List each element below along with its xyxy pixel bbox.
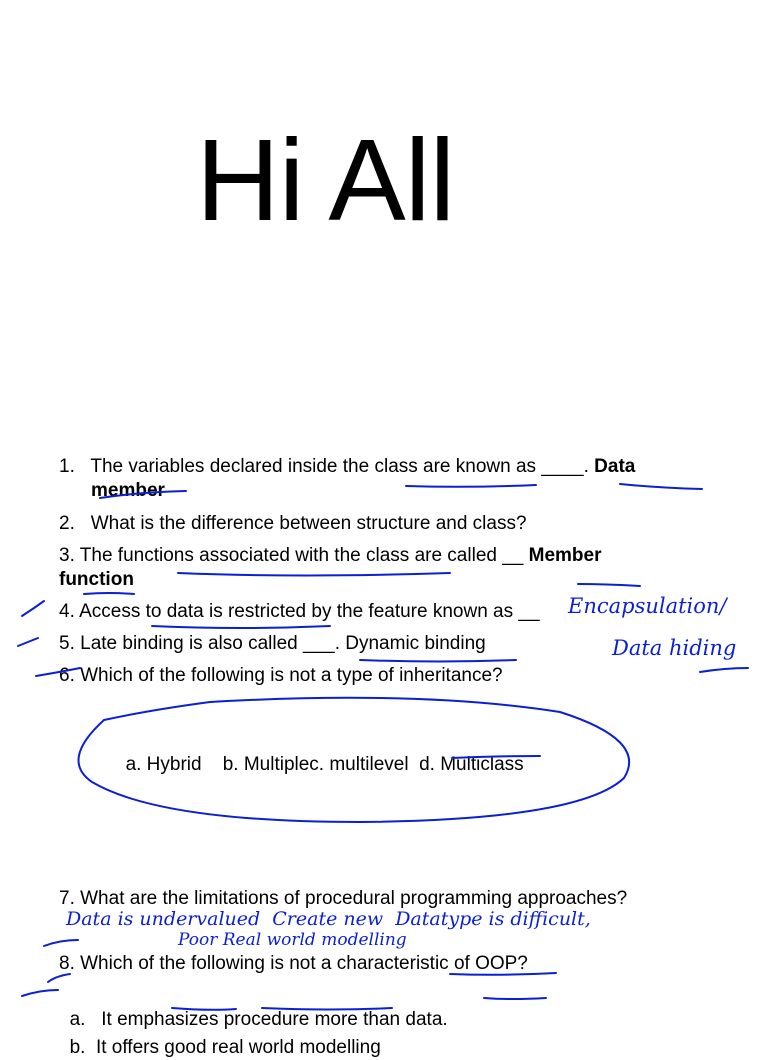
question-4 [59, 600, 540, 624]
underline-q3-function [84, 593, 134, 594]
question-8-option-b [59, 1012, 381, 1060]
question-1-answer: Data [594, 456, 636, 477]
question-2-number: 2. [59, 513, 75, 534]
underline-q3-associated [178, 573, 450, 576]
handwritten-q7-answer-line2: Poor Real world modelling [178, 930, 407, 950]
question-3 [59, 544, 602, 568]
overline-q4-member [578, 584, 640, 586]
underline-q1-class-known [406, 485, 536, 487]
handwritten-q4-answer-line2: Data hiding [612, 636, 737, 660]
question-6-text: 6. Which of the following is not a type of inheritance? [59, 665, 503, 686]
handwritten-q7-answer-line1: Data is undervalued Create new Datatype is difficult, [66, 908, 591, 930]
question-3-continuation [59, 568, 134, 592]
question-2-text: What is the difference between structure and class? [90, 513, 527, 534]
question-8 [59, 952, 528, 976]
question-8-text: 8. Which of the following is not a characteristic of OOP? [59, 953, 528, 974]
question-3-answer-cont: function [59, 569, 134, 590]
question-3-answer: Member [528, 545, 602, 566]
question-4-text: 4. Access to data is restricted by the feature known as __ [59, 601, 540, 622]
question-6 [59, 664, 503, 688]
underline-q1-data [620, 484, 702, 489]
question-3-text: 3. The functions associated with the class are called __ [59, 545, 529, 566]
question-1-continuation [91, 479, 165, 503]
question-2 [59, 512, 527, 536]
question-8-option-a-text: a. It emphasizes procedure more than data. [69, 1009, 448, 1030]
handwritten-q4-answer-line1: Encapsulation/ [568, 594, 727, 618]
tick-q5 [18, 638, 38, 646]
underline-q4-data-restricted [152, 626, 330, 628]
question-8-option-b-text: b. It offers good real world modelling [69, 1037, 381, 1058]
question-6-options [115, 729, 524, 777]
tick-q8-option-a [22, 990, 58, 996]
tick-q4 [22, 601, 44, 616]
question-1-number: 1. [59, 456, 75, 477]
slide-title: Hi All [196, 115, 455, 245]
underline-q5-dynamic-binding [360, 660, 516, 662]
question-1-text: The variables declared inside the class are known as ____. [90, 456, 595, 477]
question-5-text: 5. Late binding is also called ___. [59, 633, 346, 654]
question-1 [59, 455, 635, 479]
question-5 [59, 632, 486, 656]
tick-q7 [44, 940, 78, 946]
underline-q4-data-hiding [700, 668, 748, 672]
question-6-options-text: a. Hybrid b. Multiplec. multilevel d. Multiclass [125, 754, 524, 775]
mark-q8-right [484, 998, 546, 999]
question-5-answer: Dynamic binding [345, 633, 486, 654]
question-7-text: 7. What are the limitations of procedural programming approaches? [59, 888, 628, 909]
question-1-answer-cont: member [91, 480, 165, 501]
